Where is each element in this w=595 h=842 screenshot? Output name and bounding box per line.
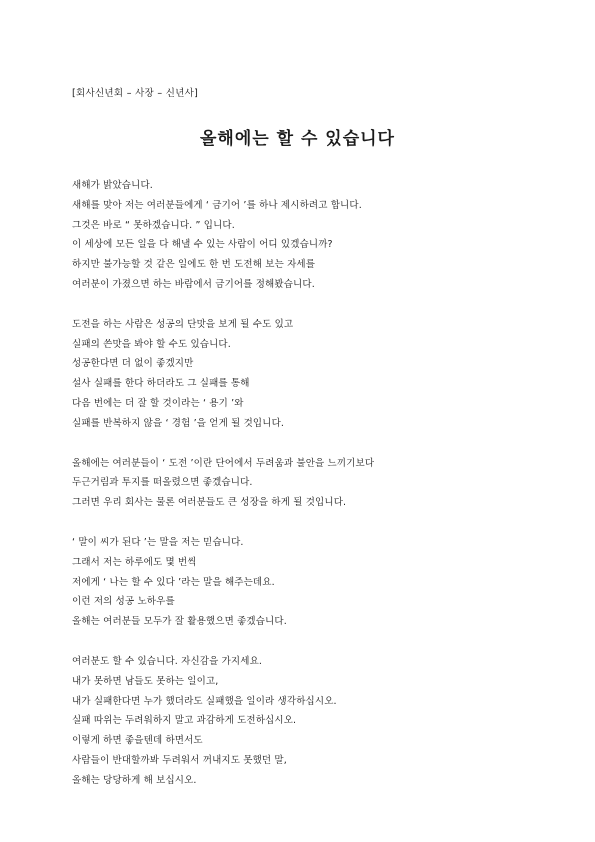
text-line: 실패의 쓴맛을 봐야 할 수도 있습니다. <box>72 338 231 350</box>
text-line: 내가 못하면 남들도 못하는 일이고, <box>72 675 219 687</box>
document-title: 올해에는 할 수 있습니다 <box>200 129 395 149</box>
text-line: 올해에는 여러분들이 ‘ 도전 ’이란 단어에서 두려움과 불안을 느끼기보다 <box>72 457 375 469</box>
text-line: 내가 실패한다면 누가 했더라도 실패했을 일이라 생각하십시오. <box>72 695 337 707</box>
text-line: 저에게 ‘ 나는 할 수 있다 ’라는 말을 해주는데요. <box>72 576 275 588</box>
text-line: 두근거림과 투지를 떠올렸으면 좋겠습니다. <box>72 477 253 489</box>
text-line: 이 세상에 모든 일을 다 해낼 수 있는 사람이 어디 있겠습니까? <box>72 239 333 251</box>
text-line: 그래서 저는 하루에도 몇 번씩 <box>72 556 197 568</box>
paragraph <box>72 315 552 434</box>
text-line: 여러분도 할 수 있습니다. 자신감을 가지세요. <box>72 655 263 667</box>
text-line: 여러분이 가졌으면 하는 바람에서 금기어를 정해봤습니다. <box>72 278 315 290</box>
text-line: 실패를 반복하지 않을 ‘ 경험 ’을 얻게 될 것입니다. <box>72 417 285 429</box>
text-line: 올해는 여러분들 모두가 잘 활용했으면 좋겠습니다. <box>72 616 287 628</box>
document-header-tag: [회사신년회 – 사장 – 신년사] <box>72 88 199 99</box>
text-line: 올해는 당당하게 해 보십시오. <box>72 774 197 786</box>
text-line: 새해가 밝았습니다. <box>72 180 153 191</box>
text-line: 그것은 바로 “ 못하겠습니다. ” 입니다. <box>72 219 235 231</box>
paragraph <box>72 652 552 791</box>
text-line: 설사 실패를 한다 하더라도 그 실패를 통해 <box>72 378 250 390</box>
text-line: 성공한다면 더 없이 좋겠지만 <box>72 358 194 370</box>
text-line: 사람들이 반대할까봐 두려워서 꺼내지도 못했던 말, <box>72 754 287 766</box>
paragraph <box>72 454 552 513</box>
text-line: 이런 저의 성공 노하우를 <box>72 596 175 608</box>
text-line: 이렇게 하면 좋을텐데 하면서도 <box>72 735 203 747</box>
paragraph <box>72 533 552 632</box>
text-line: 새해를 맞아 저는 여러분들에게 ‘ 금기어 ’를 하나 제시하려고 합니다. <box>72 199 362 211</box>
text-line: 하지만 불가능할 것 같은 일에도 한 번 도전해 보는 자세를 <box>72 259 316 271</box>
text-line: 다음 번에는 더 잘 할 것이라는 ‘ 용기 ’와 <box>72 397 244 409</box>
text-line: 그러면 우리 회사는 물론 여러분들도 큰 성장을 하게 될 것입니다. <box>72 497 347 509</box>
text-line: 도전을 하는 사람은 성공의 단맛을 보게 될 수도 있고 <box>72 318 294 330</box>
paragraph <box>72 176 552 295</box>
text-line: ‘ 말이 씨가 된다 ’는 말을 저는 믿습니다. <box>72 536 244 548</box>
text-line: 실패 따위는 두려워하지 말고 과감하게 도전하십시오. <box>72 715 297 727</box>
document-body <box>72 176 552 811</box>
